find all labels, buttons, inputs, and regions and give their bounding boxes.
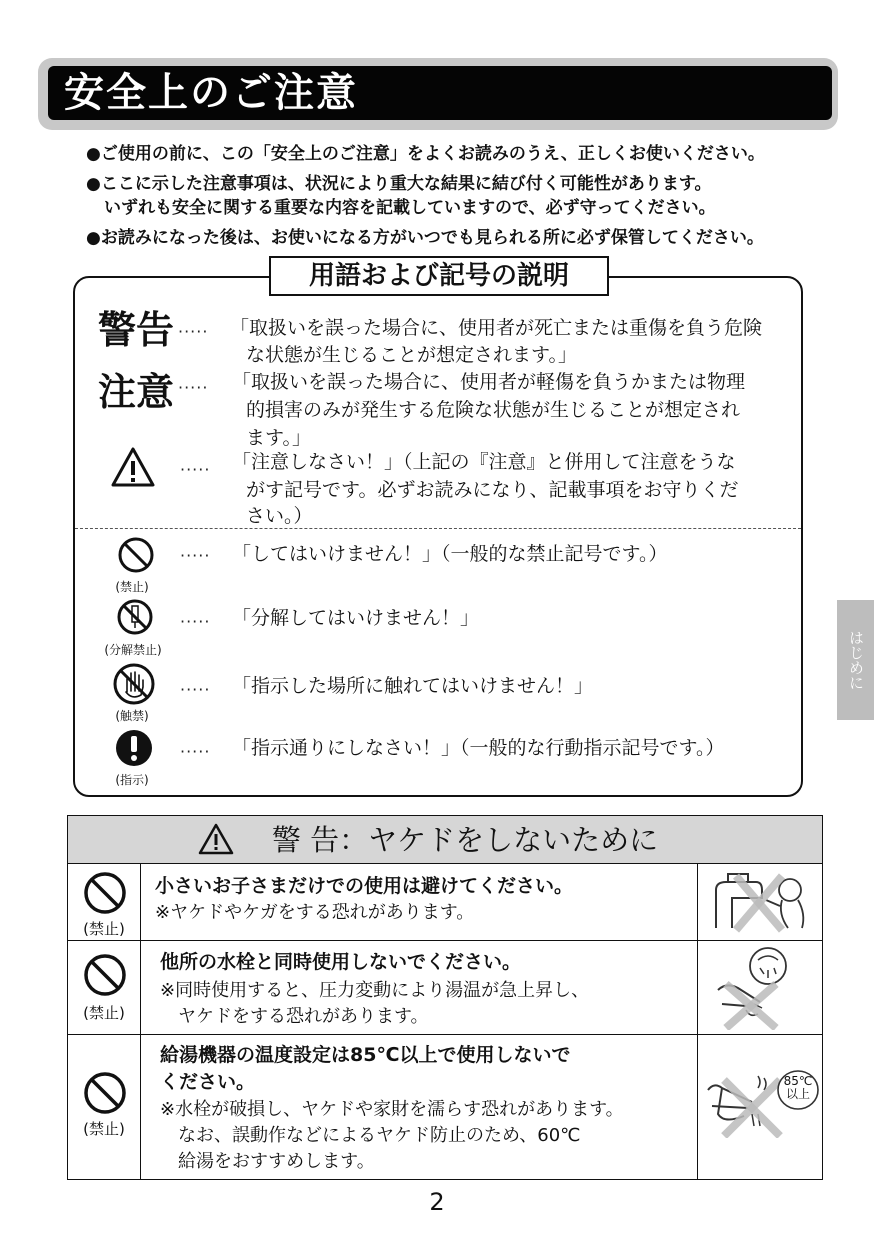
shower-faucet-illustration-icon: [712, 944, 796, 1030]
caution-symbol-desc-2: がす記号です。必ずお読みになり、記載事項をお守りくだ: [246, 479, 739, 501]
badge-temp: 85℃: [783, 1074, 813, 1088]
temperature-badge: [780, 1075, 816, 1101]
symbol-label-no-disassembly: (分解禁止): [104, 643, 162, 657]
side-tab: はじめに: [837, 600, 874, 720]
caution-desc-2: 的損害のみが発生する危険な状態が生じることが想定され: [246, 399, 741, 421]
row-note: ※同時使用すると、圧力変動により湯温が急上昇し、: [160, 980, 590, 1001]
intro-line-4: ●お読みになった後は、お使いになる方がいつでも見られる所に必ず保管してください。: [86, 228, 764, 248]
symbol-label-no-touch: (触禁): [115, 709, 149, 723]
child-faucet-illustration-icon: [708, 870, 814, 934]
caution-symbol-desc-3: さい。）: [246, 505, 313, 527]
intro-line-1: ●ご使用の前に、この「安全上のご注意」をよくお読みのうえ、正しくお使いください。: [86, 144, 765, 164]
row-note: ヤケドをする恐れがあります。: [178, 1006, 429, 1027]
row-title: 他所の水栓と同時使用しないでください。: [160, 951, 522, 973]
dots: ·····: [180, 612, 211, 631]
row-note: ※水栓が破損し、ヤケドや家財を濡らす恐れがあります。: [160, 1099, 624, 1120]
caution-desc-3: ます。」: [246, 427, 311, 449]
page-number: 2: [429, 1188, 445, 1216]
prohibition-icon: [82, 870, 128, 916]
dots: ·····: [178, 378, 209, 397]
row-note: ※ヤケドやケガをする恐れがあります。: [155, 902, 475, 923]
caution-triangle-icon: [110, 446, 156, 488]
warning-desc-1: 「取扱いを誤った場合に、使用者が死亡または重傷を負う危険: [230, 317, 763, 339]
symbol-label-mandatory: (指示): [115, 773, 149, 787]
caution-desc-1: 「取扱いを誤った場合に、使用者が軽傷を負うかまたは物理: [232, 371, 746, 393]
no-touch-icon: [112, 662, 156, 706]
symbol-text-prohibit: 「してはいけません！」（一般的な禁止記号です。）: [232, 543, 668, 565]
badge-above: 以上: [785, 1087, 810, 1101]
prohibition-icon: [82, 1070, 128, 1116]
row-title: 給湯機器の温度設定は85℃以上で使用しないで: [160, 1044, 571, 1066]
prohibition-icon: [117, 536, 155, 574]
caution-term: 注意: [98, 370, 175, 414]
row-label: (禁止): [83, 1120, 125, 1138]
row-note: なお、誤動作などによるヤケド防止のため、60℃: [178, 1125, 581, 1146]
symbol-text-mandatory: 「指示通りにしなさい！」（一般的な行動指示記号です。）: [232, 737, 725, 759]
symbol-text-no-disassembly: 「分解してはいけません！」: [232, 607, 480, 629]
row-divider: [68, 940, 822, 941]
warning-term: 警告: [98, 308, 175, 352]
row-note: 給湯をおすすめします。: [178, 1151, 375, 1172]
row-divider: [68, 1034, 822, 1035]
symbol-label-prohibit: (禁止): [115, 580, 149, 594]
dots: ·····: [180, 460, 211, 479]
prohibition-icon: [82, 952, 128, 998]
dots: ·····: [178, 322, 209, 341]
mandatory-icon: [114, 728, 154, 768]
warning-table-title: 警 告：ヤケドをしないために: [271, 823, 659, 857]
row-label: (禁止): [83, 1004, 125, 1022]
caution-symbol-desc-1: 「注意しなさい！」（上記の『注意』と併用して注意をうな: [232, 451, 736, 473]
row-title: 小さいお子さまだけでの使用は避けてください。: [155, 875, 574, 897]
page-title: 安全上のご注意: [64, 70, 358, 116]
dots: ·····: [180, 680, 211, 699]
row-title-continued: ください。: [160, 1071, 256, 1093]
symbol-text-no-touch: 「指示した場所に触れてはいけません！」: [232, 675, 594, 697]
intro-line-3: いずれも安全に関する重要な内容を記載していますので、必ず守ってください。: [104, 198, 716, 218]
dashed-divider: [75, 528, 801, 529]
dots: ·····: [180, 742, 211, 761]
no-disassembly-icon: [116, 598, 154, 636]
warning-desc-2: な状態が生じることが想定されます。」: [246, 344, 577, 366]
column-divider: [140, 864, 141, 1180]
dots: ·····: [180, 546, 211, 565]
row-label: (禁止): [83, 920, 125, 938]
column-divider: [697, 864, 698, 1180]
intro-line-2: ●ここに示した注意事項は、状況により重大な結果に結び付く可能性があります。: [86, 174, 712, 194]
terms-heading: 用語および記号の説明: [269, 256, 609, 296]
